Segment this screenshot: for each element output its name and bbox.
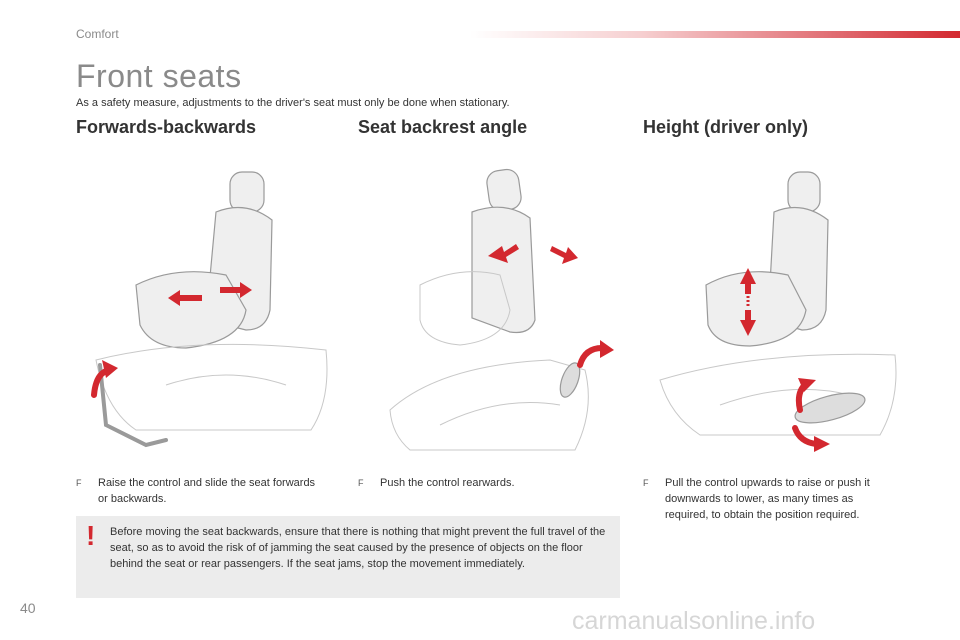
cushion-shape: [706, 272, 806, 346]
bullet-icon: F: [643, 478, 649, 488]
rearward-arrow-head-icon: [600, 340, 614, 358]
warning-box: [76, 516, 620, 598]
forwards-backwards-illustration: [76, 160, 346, 460]
heading-forwards-backwards: Forwards-backwards: [76, 117, 257, 137]
instruction-text: Push the control rearwards.: [380, 477, 515, 489]
watermark: carmanualsonline.info: [572, 607, 816, 635]
safety-subtitle: As a safety measure, adjustments to the driver's seat must only be done when stationary.: [76, 97, 510, 109]
instruction-forwards-backwards: [76, 475, 316, 507]
seat-base-outline: [96, 344, 327, 430]
push-down-arrow-head-icon: [814, 436, 830, 452]
cushion-shape: [136, 272, 246, 348]
headrest-shape: [485, 168, 522, 212]
push-down-arrow-icon: [795, 428, 816, 444]
page-number: 40: [20, 600, 36, 616]
heading-seat-backrest-angle: Seat backrest angle: [358, 117, 528, 137]
backrest-angle-illustration: [380, 160, 630, 460]
height-pump-lever: [792, 387, 868, 429]
headrest-shape: [230, 172, 264, 212]
rearward-arrow-icon: [580, 348, 602, 365]
instruction-height: [643, 475, 893, 523]
seat-bar-handle: [100, 365, 166, 445]
headrest-shape: [788, 172, 820, 212]
page-title: Front seats: [76, 58, 242, 94]
instruction-seat-backrest-angle: [358, 475, 598, 491]
header-accent-bar: [470, 31, 960, 38]
heading-height-driver-only: Height (driver only): [643, 117, 809, 137]
warning-icon: !: [86, 520, 96, 551]
backrest-shape: [472, 207, 535, 332]
bullet-icon: F: [76, 478, 82, 488]
height-adjust-illustration: [650, 160, 910, 460]
warning-text: Before moving the seat backwards, ensure that there is nothing that might prevent the full travel of the seat, so as to avoid the risk of of jamming the seat caused by the presence of objects on the floor behind the seat or rear passengers. If the seat jams, stop the movement immediately.: [110, 526, 606, 570]
instruction-text: Raise the control and slide the seat forwards or backwards.: [98, 477, 316, 505]
section-label: Comfort: [76, 27, 119, 41]
bullet-icon: F: [358, 478, 364, 488]
instruction-text: Pull the control upwards to raise or push it downwards to lower, as many times as required, to obtain the position required.: [665, 477, 870, 521]
